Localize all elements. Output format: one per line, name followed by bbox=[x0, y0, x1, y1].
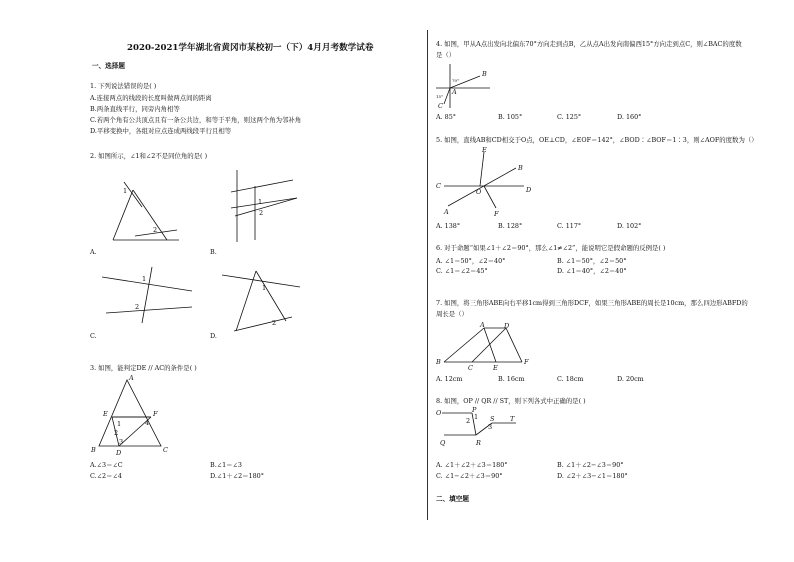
q5-label-f: F bbox=[494, 210, 499, 218]
q8-label-r: R bbox=[476, 439, 481, 447]
q3-angle-2: 2 bbox=[114, 429, 119, 437]
q8-angle-2: 2 bbox=[466, 417, 471, 425]
q3-figure bbox=[91, 374, 175, 457]
q3-option-a: A.∠3＝∠C bbox=[90, 461, 123, 469]
q7-figure bbox=[436, 320, 536, 370]
q2c-angle-2: 2 bbox=[135, 303, 140, 311]
q6-option-d: D. ∠1＝40°，∠2＝40° bbox=[557, 267, 627, 275]
q5-option-d: D. 102° bbox=[617, 222, 642, 230]
q8-option-d: D. ∠2＋∠3−∠1＝180° bbox=[557, 472, 628, 480]
q4-option-b: B. 105° bbox=[498, 113, 523, 121]
q4-option-d: D. 160° bbox=[617, 113, 642, 121]
q2-option-a: A. bbox=[90, 248, 97, 256]
q3-angle-3: 3 bbox=[119, 438, 124, 446]
q3-label-a: A bbox=[129, 374, 134, 382]
q7-option-c: C. 18cm bbox=[557, 375, 584, 383]
q8-label-t: T bbox=[510, 415, 515, 423]
q6-option-c: C. ∠1＝∠2＝45° bbox=[436, 267, 488, 275]
q3-angle-4: 4 bbox=[145, 419, 150, 427]
q7-stem-line1: 7. 如图，将三角形ABE向右平移1cm得到三角形DCF，如果三角形ABE的周长是10cm，那么四边形ABFD的 bbox=[436, 299, 748, 307]
q4-option-a: A. 85° bbox=[436, 113, 457, 121]
q2a-angle-2: 2 bbox=[153, 226, 158, 234]
q5-label-a: A bbox=[444, 208, 449, 216]
q2-stem: 2. 如图所示，∠1和∠2不是同位角的是( ) bbox=[90, 152, 208, 160]
q5-option-a: A. 138° bbox=[436, 222, 461, 230]
q1-option-a: A.连接两点的线段的长度叫做两点间的距离 bbox=[90, 94, 212, 102]
q8-angle-3: 3 bbox=[488, 423, 493, 431]
section-fill: 二、填空题 bbox=[436, 495, 469, 503]
q2-option-c: C. bbox=[90, 332, 97, 340]
section-choice: 一、选择题 bbox=[92, 62, 125, 70]
q4-angle-70: 70° bbox=[452, 78, 460, 83]
q6-stem: 6. 对于命题“如果∠1＋∠2＝90°，那么∠1≠∠2”，能说明它是假命题的反例是( ) bbox=[436, 244, 666, 252]
q7-label-c: C bbox=[468, 364, 473, 372]
q3-label-d: D bbox=[116, 449, 122, 457]
q5-option-b: B. 128° bbox=[498, 222, 523, 230]
q5-label-e: E bbox=[482, 146, 487, 154]
q5-stem: 5. 如图，直线AB和CD相交于O点，OE⊥CD，∠EOF＝142°，∠BOD∶∠BOF＝1∶3，则∠AOF的度数为（） bbox=[436, 136, 758, 144]
q5-option-c: C. 117° bbox=[557, 222, 582, 230]
q7-option-a: A. 12cm bbox=[436, 375, 463, 383]
q7-label-b: B bbox=[436, 358, 441, 366]
q4-label-a: A bbox=[452, 88, 457, 96]
column-divider bbox=[427, 30, 428, 520]
q8-option-c: C. ∠1−∠2＋∠3＝90° bbox=[436, 472, 503, 480]
q2d-angle-1: 1 bbox=[262, 284, 267, 292]
q8-label-s: S bbox=[490, 415, 495, 423]
q3-option-d: D.∠1＋∠2＝180° bbox=[210, 472, 264, 480]
q3-label-c: C bbox=[163, 446, 168, 454]
q2-option-d: D. bbox=[210, 332, 217, 340]
q2-figure-c bbox=[100, 265, 200, 325]
q8-figure bbox=[436, 405, 536, 455]
q3-label-b: B bbox=[91, 446, 96, 454]
q3-label-e: E bbox=[103, 410, 108, 418]
q1-option-b: B.两条直线平行，同旁内角相等 bbox=[90, 105, 180, 113]
q7-option-b: B. 16cm bbox=[498, 375, 525, 383]
q1-option-d: D.平移变换中，各组对应点连成两线段平行且相等 bbox=[90, 127, 232, 135]
q8-angle-1: 1 bbox=[474, 413, 479, 421]
q8-option-a: A. ∠1＋∠2＋∠3＝180° bbox=[436, 461, 508, 469]
q5-label-c: C bbox=[436, 182, 441, 190]
q8-label-p: P bbox=[472, 406, 477, 414]
q7-option-d: D. 20cm bbox=[617, 375, 644, 383]
q4-stem-line1: 4. 如图，甲从A点出发向北偏东70°方向走到点B，乙从点A出发向南偏西15°方向走到点C，则∠BAC的度数 bbox=[436, 40, 742, 48]
q3-stem: 3. 如图，能判定DE // AC的条件是( ) bbox=[90, 364, 197, 372]
q6-option-a: A. ∠1＝50°，∠2＝40° bbox=[436, 257, 506, 265]
q8-label-o: O bbox=[436, 409, 442, 417]
q4-option-c: C. 125° bbox=[557, 113, 582, 121]
q2d-angle-2: 2 bbox=[272, 319, 277, 327]
q7-label-e: E bbox=[493, 364, 498, 372]
q1-stem: 1. 下列说法错误的是( ) bbox=[90, 82, 157, 90]
q1-option-c: C.若两个角有公共顶点且有一条公共边，和等于平角，则这两个角为邻补角 bbox=[90, 116, 302, 124]
q7-stem-line2: 周长是（） bbox=[436, 310, 468, 318]
q5-figure bbox=[436, 146, 546, 216]
q7-label-d: D bbox=[504, 322, 510, 330]
q3-option-b: B.∠1＝∠3 bbox=[210, 461, 242, 469]
q4-figure bbox=[436, 62, 496, 112]
q2b-angle-1: 1 bbox=[258, 198, 263, 206]
q8-label-q: Q bbox=[440, 439, 446, 447]
q2-figure-a bbox=[95, 178, 195, 248]
q5-label-b: B bbox=[518, 164, 523, 172]
page-title: 2020-2021学年湖北省黄冈市某校初一（下）4月月考数学试卷 bbox=[127, 43, 374, 53]
q3-option-c: C.∠2＝∠4 bbox=[90, 472, 122, 480]
q2b-angle-2: 2 bbox=[259, 209, 264, 217]
q5-label-o: O bbox=[476, 188, 482, 196]
q4-label-c: C bbox=[438, 102, 443, 110]
q2-figure-b bbox=[215, 168, 315, 248]
q3-angle-1: 1 bbox=[117, 420, 122, 428]
q5-label-d: D bbox=[526, 186, 532, 194]
q2-figure-d bbox=[220, 265, 310, 335]
q2-option-b: B. bbox=[210, 248, 217, 256]
q2a-angle-1: 1 bbox=[123, 187, 128, 195]
q8-option-b: B. ∠1＋∠2−∠3＝90° bbox=[557, 461, 624, 469]
q7-label-a: A bbox=[480, 321, 485, 329]
q6-option-b: B. ∠1＝50°，∠2＝50° bbox=[557, 257, 627, 265]
q2c-angle-1: 1 bbox=[142, 275, 147, 283]
q4-label-b: B bbox=[482, 70, 487, 78]
q4-stem-line2: 是（） bbox=[436, 51, 456, 59]
q7-label-f: F bbox=[524, 358, 529, 366]
q3-label-f: F bbox=[153, 410, 158, 418]
q4-angle-15: 15° bbox=[436, 94, 444, 99]
q8-stem: 8. 如图，OP // QR // ST，则下列各式中正确的是( ) bbox=[436, 397, 586, 405]
